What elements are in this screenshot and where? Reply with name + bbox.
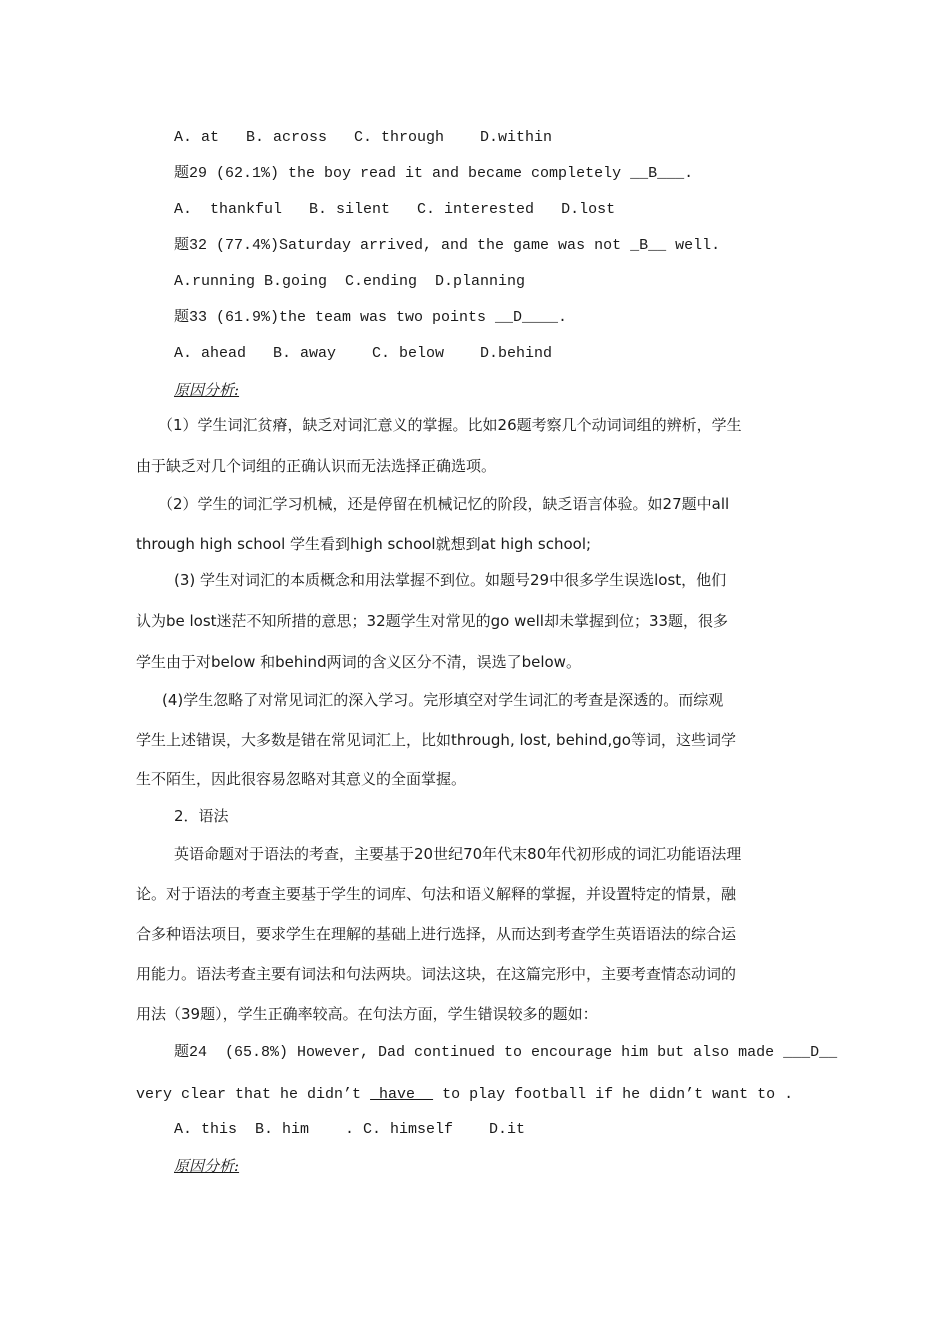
paragraph-line: 合多种语法项目，要求学生在理解的基础上进行选择，从而达到考查学生英语语法的综合运 — [136, 925, 737, 943]
sentence-part: very clear that he didn’t — [136, 1086, 371, 1103]
paragraph-line: (4)学生忽略了对常见词汇的深入学习。完形填空对学生词汇的考查是深透的。而综观 — [162, 691, 724, 709]
paragraph-line: through high school 学生看到high school就想到at high school; — [136, 535, 592, 553]
analysis-heading: 原因分析: — [174, 381, 240, 399]
paragraph-line: (3) 学生对词汇的本质概念和用法掌握不到位。如题号29中很多学生误选lost，他们 — [174, 571, 727, 589]
options-line: A. at B. across C. through D.within — [174, 129, 553, 146]
options-line: A.running B.going C.ending D.planning — [174, 273, 526, 290]
paragraph-line: 英语命题对于语法的考查，主要基于20世纪70年代末80年代初形成的词汇功能语法理 — [174, 845, 742, 863]
paragraph-line: 学生由于对below 和behind两词的含义区分不清，误选了below。 — [136, 653, 581, 671]
question-32: 题32 (77.4%)Saturday arrived, and the game was not _B__ well. — [174, 237, 721, 254]
options-line: A. this B. him . C. himself D.it — [174, 1121, 526, 1138]
question-24-continued — [136, 1085, 793, 1105]
options-line: A. ahead B. away C. below D.behind — [174, 345, 553, 362]
sentence-part: to play football if he didn’t want to . — [433, 1086, 794, 1103]
question-29: 题29 (62.1%) the boy read it and became completely __B___. — [174, 165, 694, 182]
underlined-word: have — [370, 1086, 434, 1103]
analysis-heading: 原因分析: — [174, 1157, 240, 1175]
paragraph-line: 生不陌生，因此很容易忽略对其意义的全面掌握。 — [136, 770, 467, 788]
paragraph-line: 认为be lost迷茫不知所措的意思；32题学生对常见的go well却未掌握到位；33题，很多 — [136, 612, 729, 630]
paragraph-line: 论。对于语法的考查主要基于学生的词库、句法和语义解释的掌握，并设置特定的情景，融 — [136, 885, 737, 903]
paragraph-line: 用能力。语法考查主要有词法和句法两块。词法这块，在这篇完形中，主要考查情态动词的 — [136, 965, 737, 983]
paragraph-line: 学生上述错误，大多数是错在常见词汇上，比如through, lost, behind,go等词，这些词学 — [136, 731, 736, 749]
paragraph-line: （2）学生的词汇学习机械，还是停留在机械记忆的阶段，缺乏语言体验。如27题中all — [158, 495, 730, 513]
paragraph-line: 由于缺乏对几个词组的正确认识而无法选择正确选项。 — [136, 457, 497, 475]
paragraph-line: （1）学生词汇贫瘠，缺乏对词汇意义的掌握。比如26题考察几个动词词组的辨析，学生 — [158, 416, 742, 434]
section-heading: 2．语法 — [174, 807, 229, 825]
paragraph-line: 用法（39题），学生正确率较高。在句法方面，学生错误较多的题如： — [136, 1005, 598, 1023]
question-33: 题33 (61.9%)the team was two points __D____. — [174, 309, 568, 326]
options-line: A. thankful B. silent C. interested D.lost — [174, 201, 616, 218]
question-24: 题24 (65.8%) However, Dad continued to encourage him but also made ___D__ — [174, 1044, 838, 1061]
